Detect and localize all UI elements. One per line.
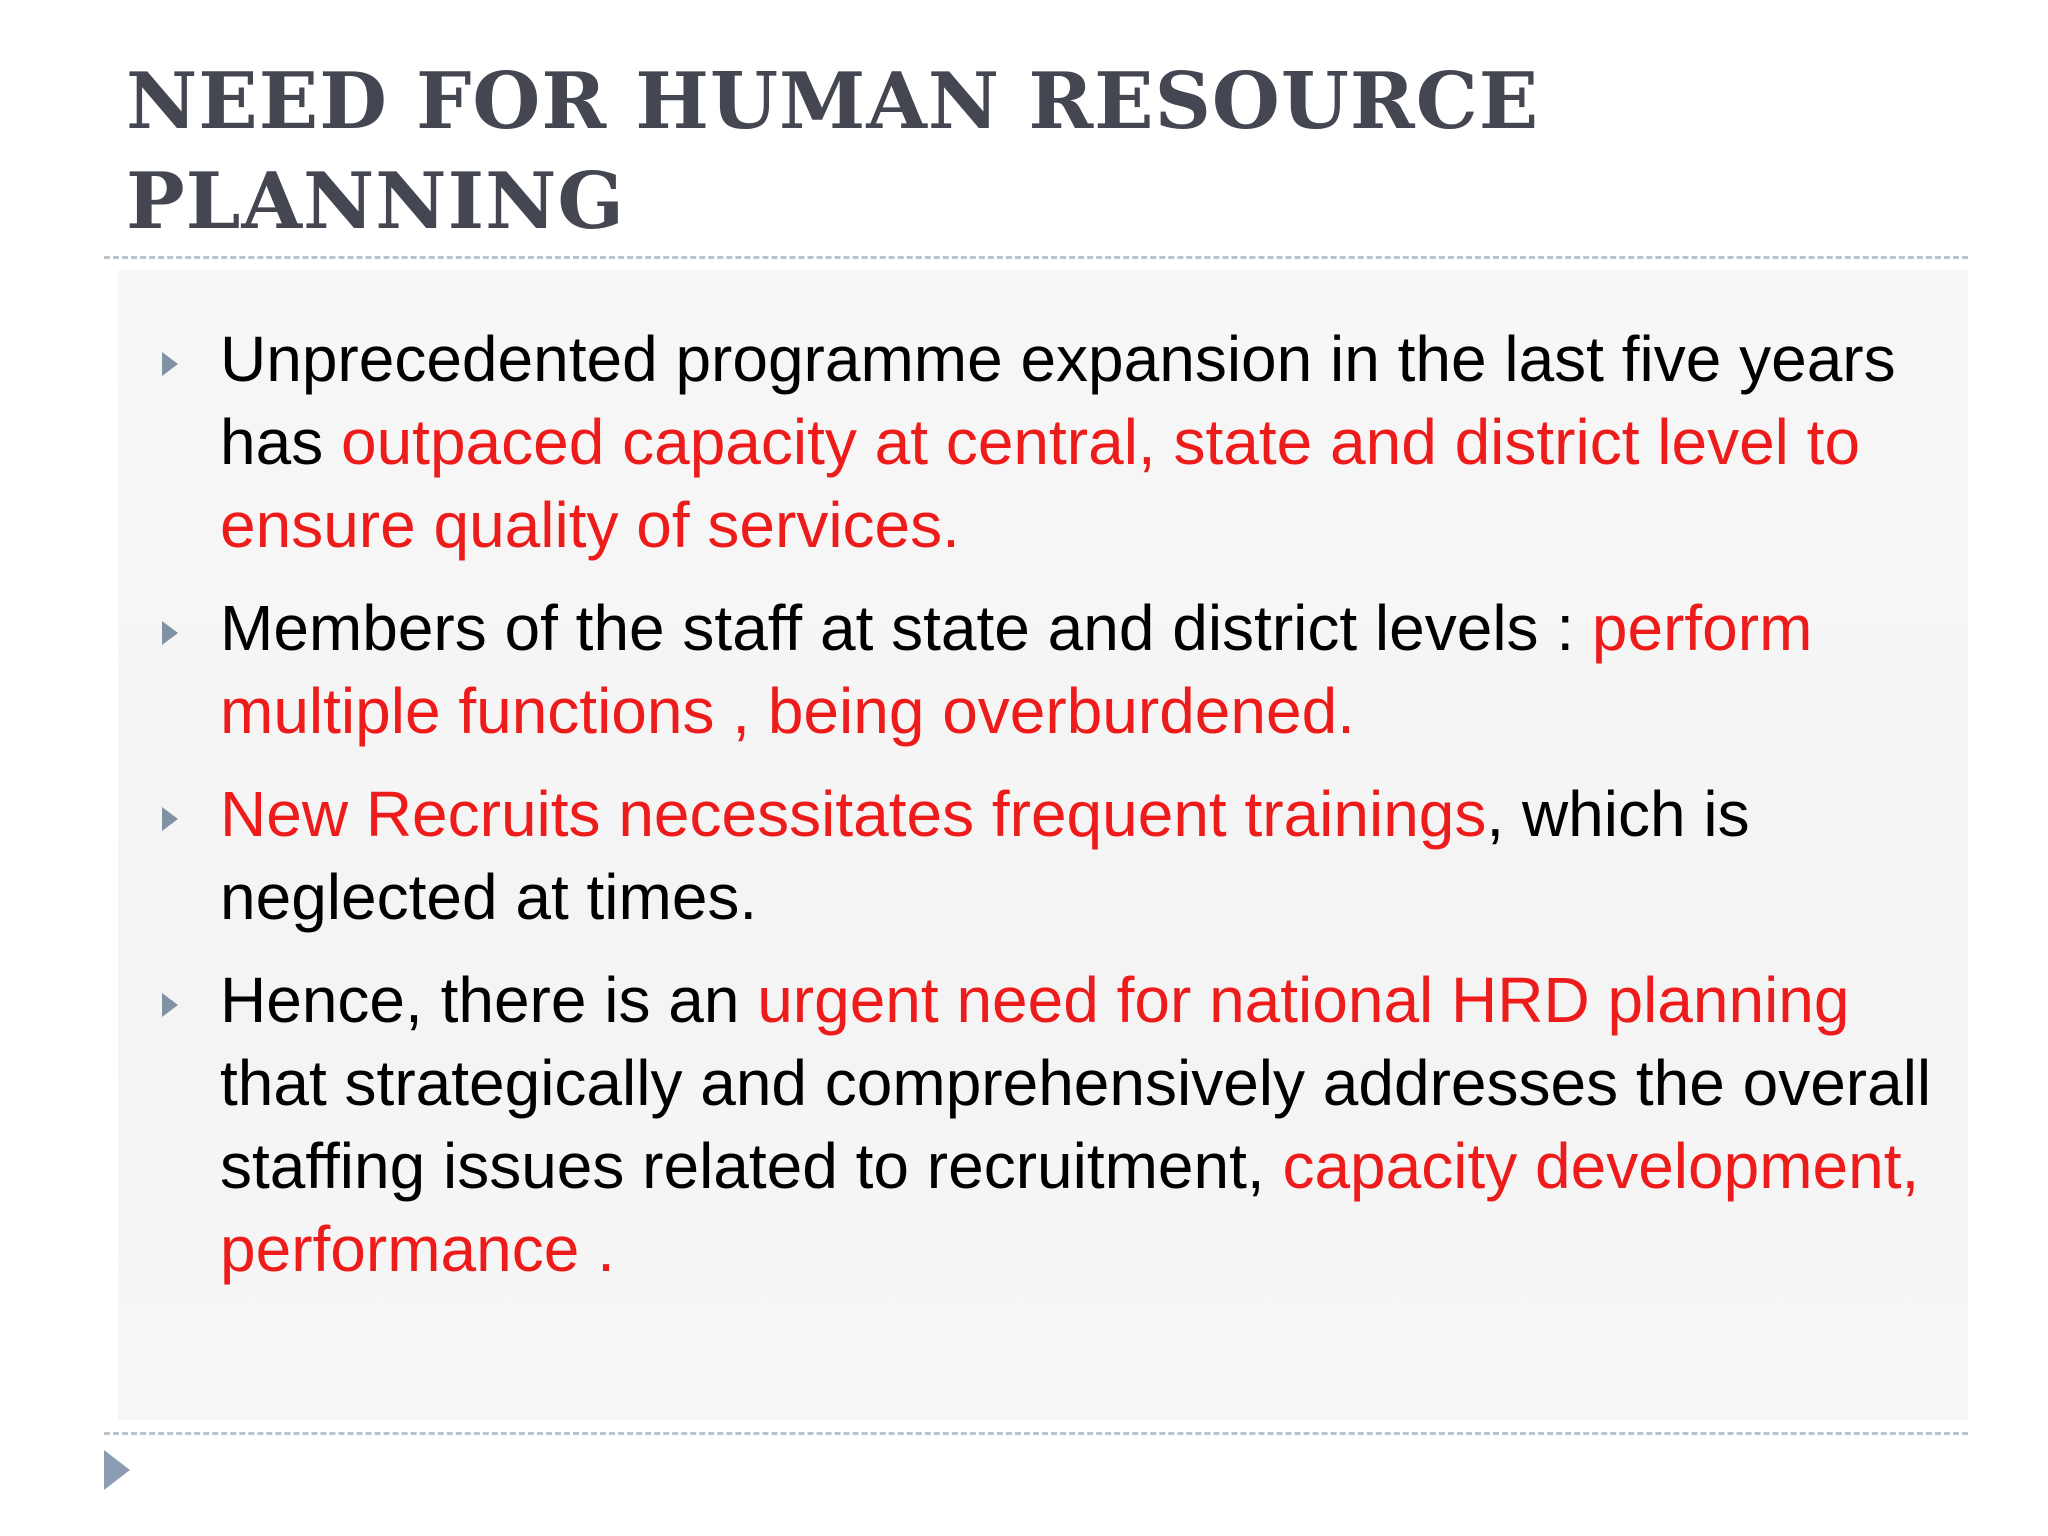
bullet-list — [160, 318, 1960, 1311]
title-divider — [104, 256, 1968, 259]
bullet-item-1 — [160, 318, 1960, 567]
slide-title-line-2: PLANNING — [126, 156, 626, 247]
bullet-3-text: , which is neglected at times. — [220, 778, 1750, 933]
triangle-right-icon — [104, 1450, 130, 1490]
bullet-triangle-icon — [162, 993, 178, 1017]
bullet-item-2 — [160, 587, 1960, 753]
bullet-4-text-a: Hence, there is an — [220, 964, 758, 1036]
slide-title-line-1: NEED FOR HUMAN RESOURCE — [126, 56, 1540, 147]
bullet-1-highlight: outpaced capacity at central, state and district level to ensure quality of services. — [220, 406, 1861, 561]
bullet-2-highlight: perform multiple functions , being overburdened. — [220, 592, 1813, 747]
bullet-3-highlight: New Recruits necessitates frequent trainings — [220, 778, 1487, 850]
bullet-4-text-b: that strategically and comprehensively addresses the overall staffing issues related to recruitment, — [220, 1047, 1932, 1202]
bullet-2-text: Members of the staff at state and district levels : — [220, 592, 1592, 664]
bullet-4-highlight-a: urgent need for national HRD planning — [757, 964, 1850, 1036]
bullet-triangle-icon — [162, 807, 178, 831]
bullet-triangle-icon — [162, 621, 178, 645]
bullet-1-text: Unprecedented programme expansion in the last five years has — [220, 323, 1896, 478]
bullet-item-4 — [160, 959, 1960, 1291]
bullet-triangle-icon — [162, 352, 178, 376]
bullet-4-highlight-b: capacity development, performance . — [220, 1130, 1920, 1285]
slide-title — [126, 52, 1926, 252]
bullet-item-3 — [160, 773, 1960, 939]
footer-divider — [104, 1432, 1968, 1435]
